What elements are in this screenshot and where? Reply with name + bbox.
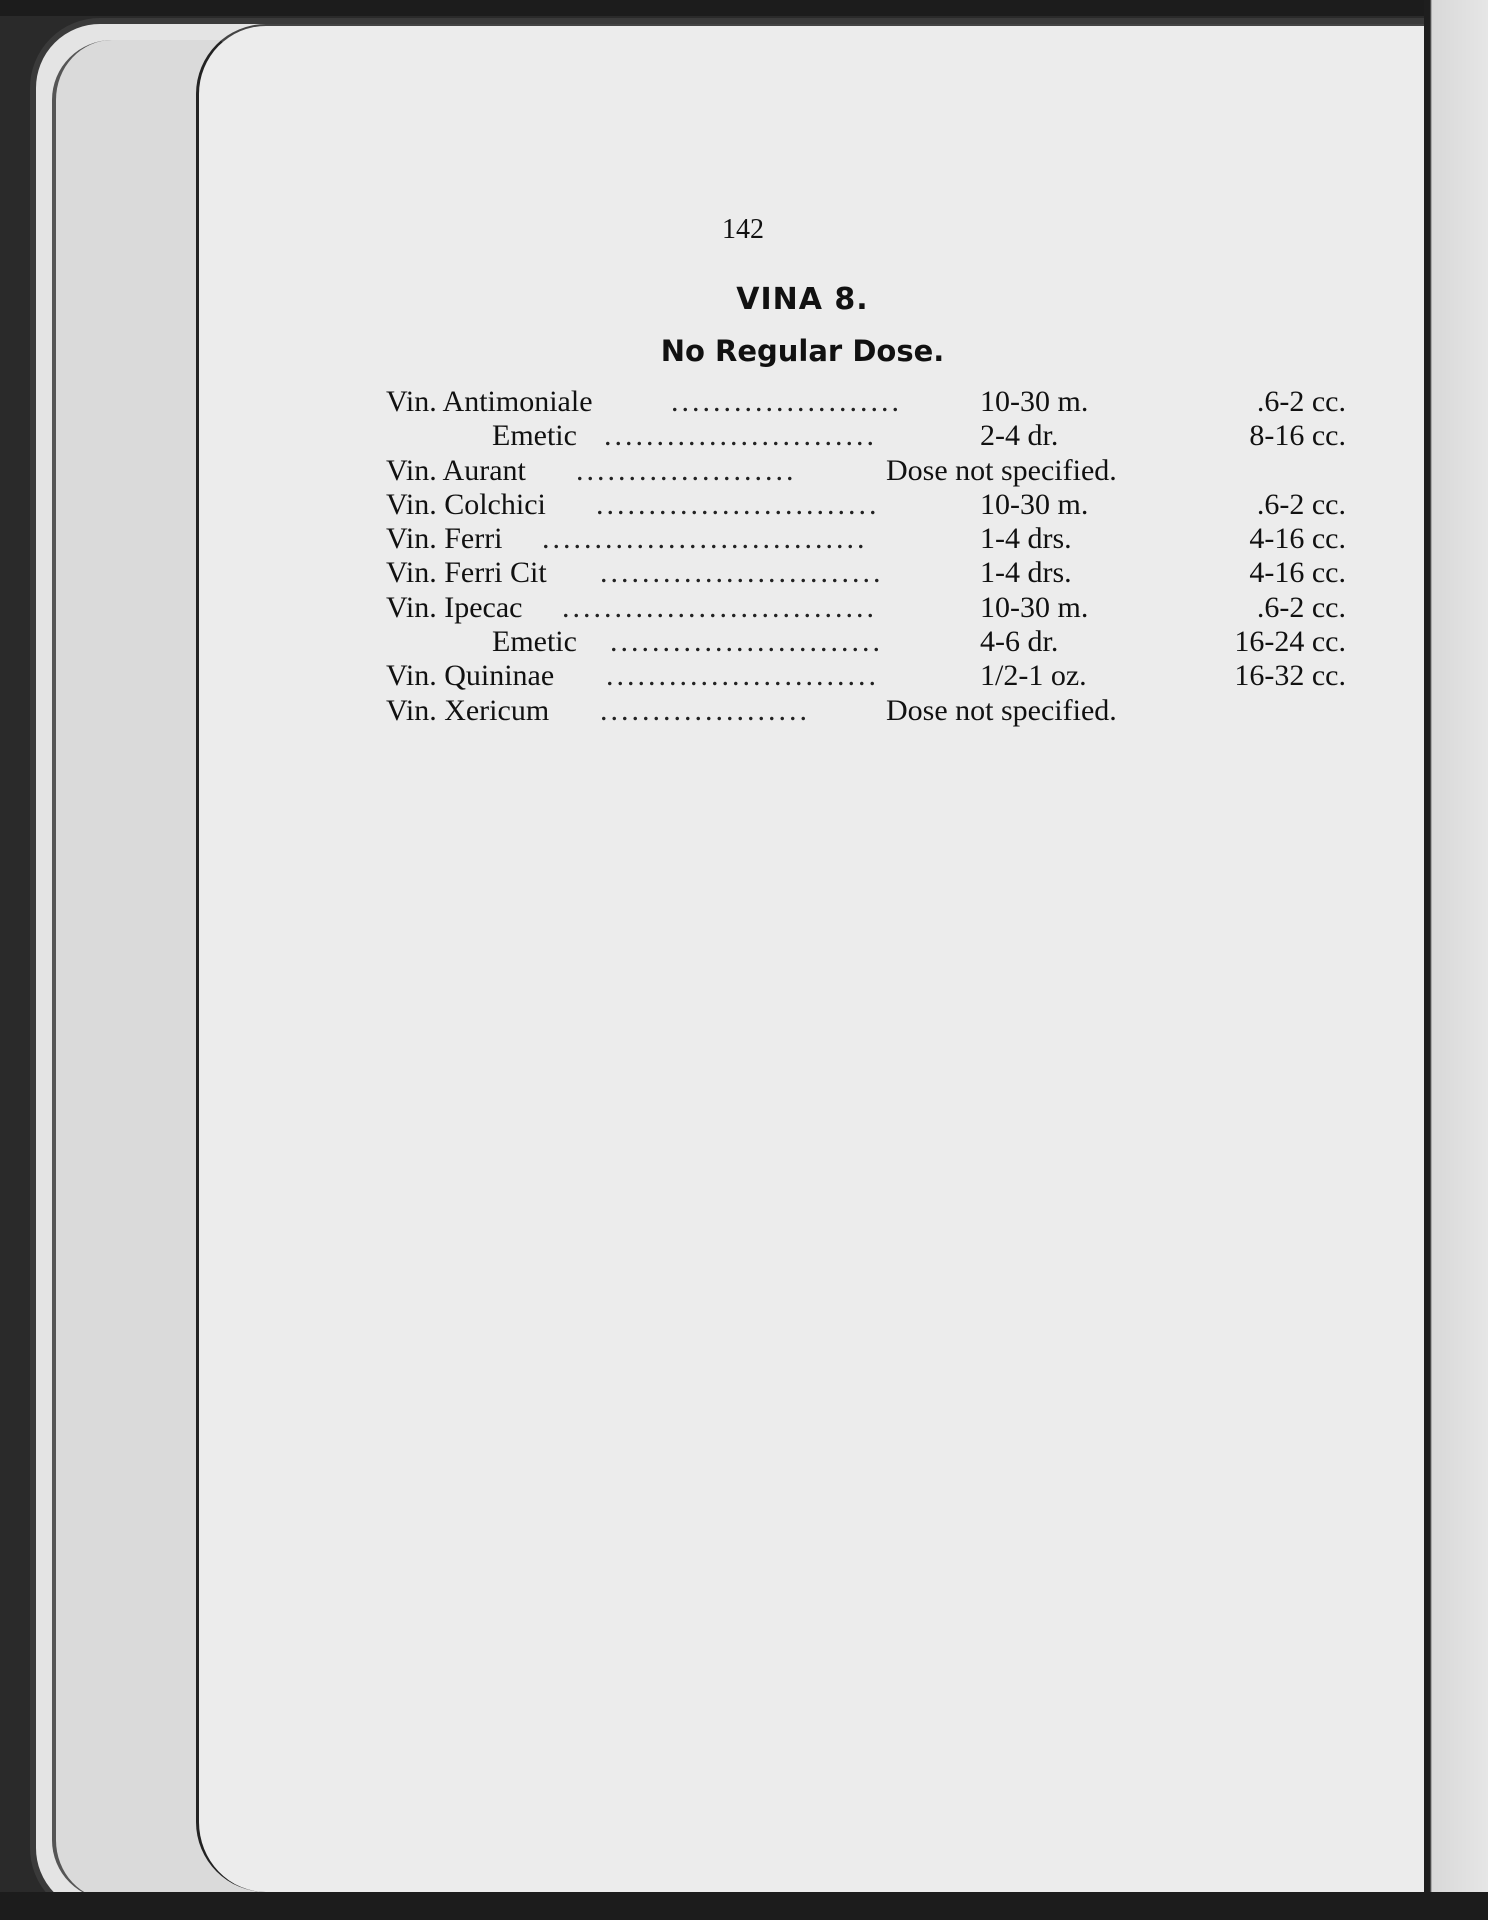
drug-name: Vin. Aurant [386,453,526,487]
table-row [386,419,1346,453]
section-title: VINA 8. [736,282,869,317]
drug-name: Vin. Colchici [386,487,546,521]
leader-dots: .......................... [606,659,879,693]
leader-dots: ........................... [596,487,880,521]
table-row [386,625,1346,659]
table-row [386,522,1346,556]
metric-dose: 16-24 cc. [1234,625,1346,659]
metric-dose: 4-16 cc. [1249,556,1346,590]
scan-top-edge [0,0,1488,16]
drug-name: Emetic [492,625,577,659]
dose-value: 1-4 drs. [980,522,1072,556]
metric-dose: 4-16 cc. [1249,522,1346,556]
leader-dots: ............................... [542,522,868,556]
page-number: 142 [722,214,764,245]
leader-dots: ..................... [576,453,797,487]
metric-dose: .6-2 cc. [1256,590,1346,624]
dose-value: 10-30 m. [980,590,1089,624]
dose-value: 10-30 m. [980,385,1089,418]
drug-name: Vin. Xericum [386,693,550,727]
drug-name: Vin. Antimoniale [386,385,593,418]
section-subtitle: No Regular Dose. [660,334,945,368]
dose-value: Dose not specified. [886,693,1117,727]
metric-dose: .6-2 cc. [1256,487,1346,521]
leader-dots: .......................... [610,625,883,659]
metric-dose: 16-32 cc. [1234,659,1346,693]
table-row [386,591,1346,625]
leader-dots: .................... [600,693,810,727]
dose-table [386,385,1346,728]
dose-value: Dose not specified. [886,453,1117,487]
dose-value: 10-30 m. [980,487,1089,521]
dose-value: 1-4 drs. [980,556,1072,590]
table-row [386,694,1346,728]
leader-dots: ...................... [671,385,902,418]
drug-name: Vin. Ferri Cit [386,556,547,590]
drug-name: Vin. Ipecac [386,590,523,624]
table-row [386,556,1346,590]
scan-bottom-edge [0,1892,1488,1920]
drug-name: Vin. Quininae [386,659,555,693]
table-row [386,385,1346,419]
table-row [386,659,1346,693]
metric-dose: 8-16 cc. [1249,419,1346,453]
leader-dots: .......................... [604,419,877,453]
book-spine-gutter [1424,0,1488,1920]
drug-name: Vin. Ferri [386,522,503,556]
table-row [386,454,1346,488]
leader-dots: .............................. [562,590,877,624]
table-row [386,488,1346,522]
dose-value: 1/2-1 oz. [980,659,1087,693]
dose-value: 2-4 dr. [980,419,1059,453]
leader-dots: ........................... [600,556,884,590]
drug-name: Emetic [492,419,577,453]
dose-value: 4-6 dr. [980,625,1059,659]
metric-dose: .6-2 cc. [1256,385,1346,418]
